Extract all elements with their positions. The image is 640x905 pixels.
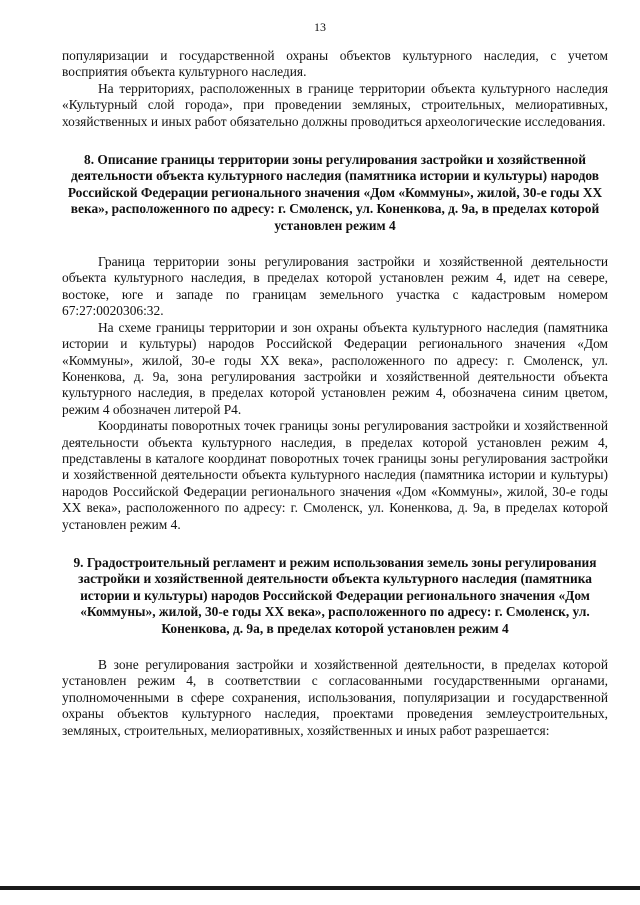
section-8-paragraph-coordinates: Координаты поворотных точек границы зоны регулирования застройки и хозяйственной деятельности объекта культурного наследия, в пределах которой установлен режим 4, представлены в каталоге координат поворотных точек границы зоны регулирования застройки и хозяйственной деятельности объекта культурного наследия (памятника истории и культуры) народов Российской Федерации регионального значения «Дом «Коммуны», жилой, 30-е годы XX века», расположенного по адресу: г. Смоленск, ул. Коненкова, д. 9а, в пределах которой установлен режим 4. [62, 418, 608, 532]
section-8-heading: 8. Описание границы территории зоны регулирования застройки и хозяйственной деятельности объекта культурного наследия (памятника истории и культуры) народов Российской Федерации регионального значения «Дом «Коммуны», жилой, 30-е годы XX века», расположенного по адресу: г. Смоленск, ул. Коненкова, д. 9а, в пределах которой установлен режим 4 [67, 152, 603, 233]
paragraph-archaeology: На территориях, расположенных в границе территории объекта культурного наследия «Культурный слой города», при проведении земляных, строительных, мелиоративных, хозяйственных и иных работ обязательно должны проводиться археологические исследования. [62, 80, 608, 129]
page-number: 13 [314, 20, 326, 34]
section-8-paragraph-scheme: На схеме границы территории и зон охраны объекта культурного наследия (памятника истории и культуры) народов Российской Федерации регионального значения «Дом «Коммуны», жилой, 30-е годы XX века», расположенного по адресу: г. Смоленск, ул. Коненкова, д. 9а, зона регулирования застройки и хозяйственной деятельности объекта культурного наследия, в пределах которой установлен режим 4, обозначена синим цветом, режим 4 обозначен литерой Р4. [62, 319, 608, 417]
section-9-heading: 9. Градостроительный регламент и режим использования земель зоны регулирования застройки и хозяйственной деятельности объекта культурного наследия (памятника истории и культуры) народов Российской Федерации регионального значения «Дом «Коммуны», жилой, 30-е годы XX века», расположенного по адресу: г. Смоленск, ул. Коненкова, д. 9а, в пределах которой установлен режим 4 [73, 554, 597, 636]
paragraph-continuation: популяризации и государственной охраны объектов культурного наследия, с учетом восприятия объекта культурного наследия. [62, 48, 608, 80]
section-9-paragraph-permitted: В зоне регулирования застройки и хозяйственной деятельности, в пределах которой установлен режим 4, в соответствии с согласованными государственными органами, уполномоченными в сфере сохранения, использования, популяризации и государственной охраны объектов культурного наследия, проектами проведения землеустроительных, земляных, строительных, мелиоративных, хозяйственных и иных работ разрешается: [62, 657, 608, 738]
document-body [62, 48, 608, 739]
section-8-paragraph-boundary: Граница территории зоны регулирования застройки и хозяйственной деятельности объекта культурного наследия, в пределах которой установлен режим 4, идет на севере, востоке, юге и западе по границам земельного участка с кадастровым номером 67:27:0020306:32. [62, 254, 608, 319]
bottom-scan-border [0, 886, 640, 890]
